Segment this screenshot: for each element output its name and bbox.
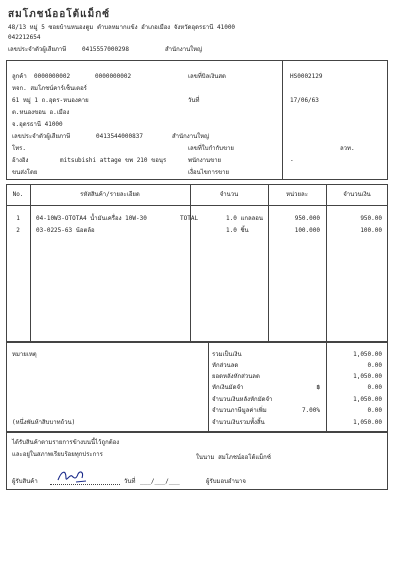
doc-date: 17/06/63 <box>290 97 319 104</box>
summary-label-6: จำนวนภาษีมูลค่าเพิ่ม <box>212 407 267 414</box>
doc-unit-label: ลวท. <box>340 145 355 152</box>
items-table <box>6 184 388 342</box>
customer-name: หจก. สมโภชน์คาร์เซ็นเตอร์ <box>12 85 87 92</box>
items-header-line <box>6 205 388 206</box>
receive-date-blank: ___/___/___ <box>140 478 180 485</box>
row-1-qty: 1.0 แกลลอน <box>226 215 264 222</box>
summary-value-7: 1,050.00 <box>353 419 382 426</box>
row-2-amount: 100.00 <box>360 227 382 234</box>
doc-no: HS0002129 <box>290 73 323 80</box>
row-2-no: 2 <box>16 227 20 234</box>
row-1-desc: 04-10W3-OTOTA4 น้ำมันเครื่อง 10W-30 <box>36 215 147 222</box>
customer-address-3: จ.อุดรธานี 41000 <box>12 121 63 128</box>
summary-extra-4: ฿ <box>316 384 320 391</box>
row-1-amount: 950.00 <box>360 215 382 222</box>
customer-ref-label: อ้างอิง <box>12 157 29 164</box>
summary-extra-6: 7.00% <box>301 407 320 414</box>
remark-label: หมายเหตุ <box>12 351 37 358</box>
summary-label-7: จำนวนเงินรวมทั้งสิ้น <box>212 419 265 426</box>
row-1-price: 950.000 <box>294 215 320 222</box>
doc-sales-value: - <box>290 157 294 164</box>
doc-sales-label: พนักงานขาย <box>188 157 222 164</box>
col-no: No. <box>12 191 24 198</box>
doc-date-label: วันที่ <box>188 97 200 104</box>
company-address: 48/13 หมู่ 5 ซอยบ้านหนองตูม ตำบลหมากแข้ง อำเภอเมือง จังหวัดอุดรธานี 41000 <box>8 24 236 31</box>
customer-ref-value: mitsubishi attage ขพ 210 ขอนุร <box>60 157 167 164</box>
summary-label-2: หักส่วนลด <box>212 362 239 369</box>
authorized-label: ผู้รับมอบอำนาจ <box>206 478 246 485</box>
company-branch: สำนักงานใหญ่ <box>165 46 203 53</box>
col-qty: จำนวน <box>219 191 239 198</box>
col-amount: จำนวนเงิน <box>343 191 371 198</box>
col-unit-price: หน่วยละ <box>286 191 308 198</box>
doc-terms-label: เงื่อนไขการขาย <box>188 169 230 176</box>
row-2-qty: 1.0 ชิ้น <box>226 227 249 234</box>
customer-code-label: ลูกค้า <box>12 73 27 80</box>
thai-amount-text: (หนึ่งพันห้าสิบบาทถ้วน) <box>12 419 76 426</box>
row-1-no: 1 <box>16 215 20 222</box>
summary-value-6: 0.00 <box>367 407 382 414</box>
summary-label-1: รวมเป็นเงิน <box>212 351 242 358</box>
summary-value-5: 1,050.00 <box>353 396 382 403</box>
summary-label-5: จำนวนเงินหลังหักมัดจำ <box>212 396 273 403</box>
customer-ship-label: ขนส่งโดย <box>12 169 38 176</box>
row-1-brand: TOTAL <box>180 215 199 222</box>
doc-no-label: เลขที่บิลเงินสด <box>188 73 226 80</box>
customer-code: 0000000002 <box>34 73 71 80</box>
footer-on-behalf: ในนาม สมโภชน์ออโต้แม็กซ์ <box>196 454 271 461</box>
customer-address-1: 61 หมู่ 1 ถ.อุดร-หนองคาย <box>12 97 89 104</box>
summary-value-4: 0.00 <box>367 384 382 391</box>
col-description: รหัสสินค้า/รายละเอียด <box>80 191 140 198</box>
summary-value-1: 1,050.00 <box>353 351 382 358</box>
customer-code-2: 0000000002 <box>95 73 132 80</box>
summary-value-3: 1,050.00 <box>353 373 382 380</box>
customer-phone-label: โทร. <box>12 145 27 152</box>
receiver-signature <box>56 468 90 484</box>
customer-address-2: ต.หนองขอน อ.เมือง <box>12 109 70 116</box>
receiver-label: ผู้รับสินค้า <box>12 478 38 485</box>
company-phone: 042212654 <box>8 34 41 41</box>
summary-label-4: หักเงินมัดจำ <box>212 384 244 391</box>
customer-branch: สำนักงานใหญ่ <box>172 133 210 140</box>
customer-tax-id: 0413544000837 <box>96 133 143 140</box>
company-tax-id-label: เลขประจำตัวผู้เสียภาษี <box>8 46 67 53</box>
doc-tax-invoice-label: เลขที่ใบกำกับขาย <box>188 145 234 152</box>
footer-note-1: ได้รับสินค้าตามรายการข้างบนนี้ไว้ถูกต้อง <box>12 439 120 446</box>
summary-label-3: ยอดหลังหักส่วนลด <box>212 373 260 380</box>
row-2-desc: 03-0225-63 น้อตล้อ <box>36 227 95 234</box>
footer-note-2: และอยู่ในสภาพเรียบร้อยทุกประการ <box>12 451 103 458</box>
info-box-divider <box>282 60 283 180</box>
summary-value-2: 0.00 <box>367 362 382 369</box>
company-tax-id: 0415557000298 <box>82 46 129 53</box>
row-2-price: 100.000 <box>294 227 320 234</box>
receive-date-label: วันที่ <box>124 478 136 485</box>
customer-tax-id-label: เลขประจำตัวผู้เสียภาษี <box>12 133 71 140</box>
company-name: สมโภชน์ออโต้แม็กซ์ <box>8 9 111 20</box>
receiver-signature-line <box>50 484 120 485</box>
